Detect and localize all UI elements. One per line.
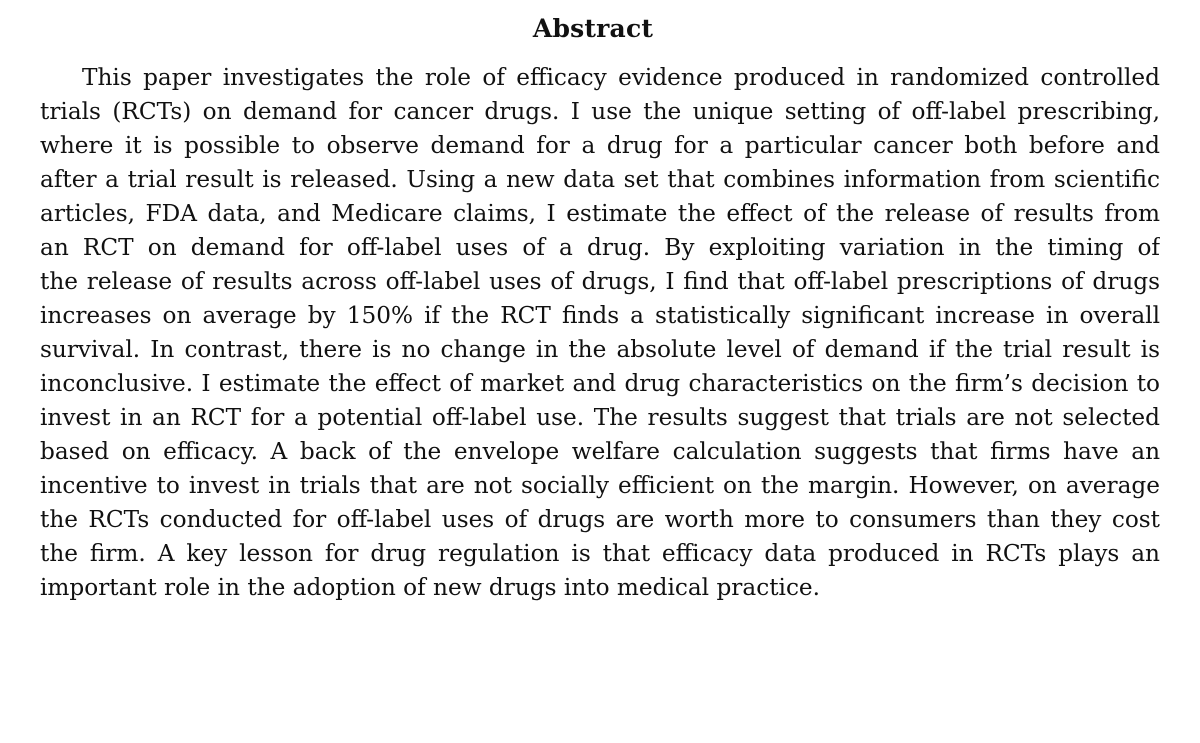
- abstract-line: the RCTs conducted for off-label uses of drugs are worth more to consumers than they cost: [40, 506, 1160, 533]
- abstract-line: an RCT on demand for off-label uses of a drug. By exploiting variation in the timing of: [40, 234, 1160, 261]
- abstract-line: after a trial result is released. Using a new data set that combines information from scientific: [40, 166, 1160, 193]
- abstract-line: trials (RCTs) on demand for cancer drugs. I use the unique setting of off-label prescribing,: [40, 98, 1160, 125]
- abstract-line: inconclusive. I estimate the effect of market and drug characteristics on the firm’s decision to: [40, 370, 1160, 397]
- abstract-line: survival. In contrast, there is no change in the absolute level of demand if the trial result is: [40, 336, 1160, 363]
- abstract-paragraph: [40, 61, 1160, 605]
- abstract-line: incentive to invest in trials that are not socially efficient on the margin. However, on average: [40, 472, 1160, 499]
- abstract-line: articles, FDA data, and Medicare claims, I estimate the effect of the release of results from: [40, 200, 1160, 227]
- abstract-line: This paper investigates the role of efficacy evidence produced in randomized controlled: [82, 64, 1160, 91]
- abstract-line: invest in an RCT for a potential off-label use. The results suggest that trials are not selected: [40, 404, 1160, 431]
- abstract-line: important role in the adoption of new drugs into medical practice.: [40, 574, 821, 601]
- abstract-line: increases on average by 150% if the RCT finds a statistically significant increase in overall: [40, 302, 1160, 329]
- abstract-line: based on efficacy. A back of the envelope welfare calculation suggests that firms have an: [40, 438, 1160, 465]
- abstract-line: where it is possible to observe demand for a drug for a particular cancer both before and: [40, 132, 1160, 159]
- abstract-line: the release of results across off-label uses of drugs, I find that off-label prescriptions of drugs: [40, 268, 1160, 295]
- abstract-line: the firm. A key lesson for drug regulation is that efficacy data produced in RCTs plays an: [40, 540, 1160, 567]
- abstract-heading: Abstract: [532, 14, 654, 43]
